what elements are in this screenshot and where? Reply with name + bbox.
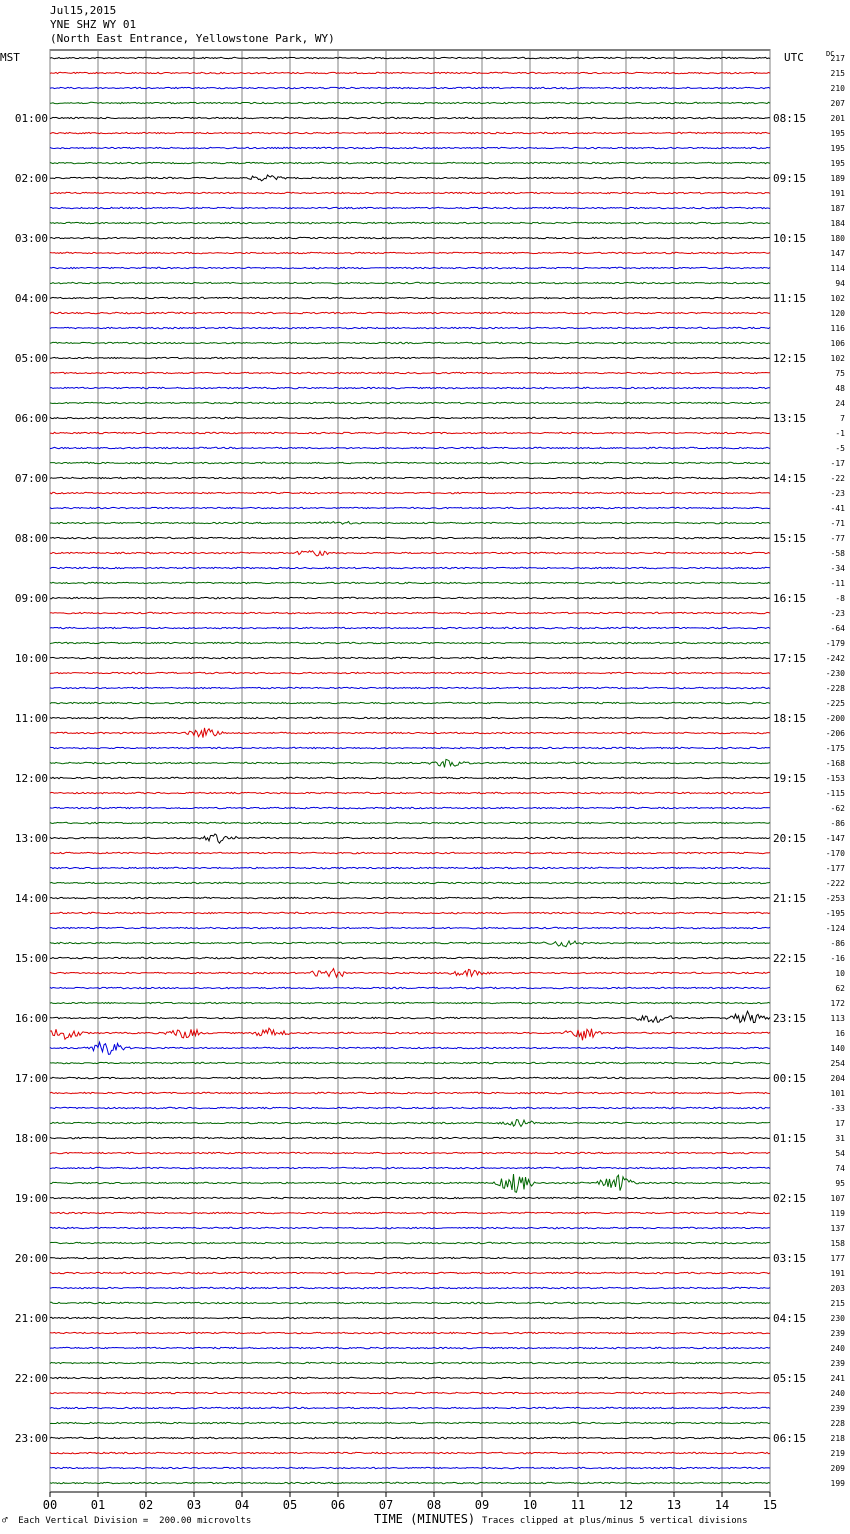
trace-line [50, 1212, 770, 1213]
dc-offset-label: 209 [830, 1464, 845, 1473]
utc-hour-label: 22:15 [773, 952, 807, 965]
mst-hour-label: 05:00 [14, 352, 48, 365]
utc-hour-label: 04:15 [773, 1312, 807, 1325]
trace-line [50, 597, 770, 598]
trace-line [50, 852, 770, 853]
dc-offset-label: 140 [830, 1044, 845, 1053]
utc-hour-label: 08:15 [773, 112, 807, 125]
trace-line [50, 897, 770, 898]
utc-hour-label: 15:15 [773, 532, 807, 545]
trace-line [50, 237, 770, 238]
utc-hour-label: 00:15 [773, 1072, 807, 1085]
dc-offset-label: -8 [835, 594, 845, 603]
trace-line [50, 1011, 770, 1022]
corner-mark: ♂ [2, 1516, 8, 1526]
utc-hour-label: 17:15 [773, 652, 807, 665]
trace-line [50, 882, 770, 883]
utc-hour-label: 23:15 [773, 1012, 807, 1025]
trace-line [50, 987, 770, 988]
dc-offset-label: -71 [830, 519, 845, 528]
dc-offset-label: 120 [830, 309, 845, 318]
x-tick-label: 13 [666, 1498, 682, 1512]
left-axis-label: MST [0, 51, 20, 64]
trace-line [50, 477, 770, 478]
dc-offset-label: -33 [830, 1104, 845, 1113]
axis-labels [0, 50, 845, 1512]
trace-line [50, 372, 770, 373]
x-tick-label: 03 [186, 1498, 202, 1512]
dc-offset-label: 94 [835, 279, 845, 288]
dc-offset-label: -225 [825, 699, 845, 708]
dc-offset-label: 191 [830, 189, 845, 198]
trace-line [50, 192, 770, 193]
mst-hour-label: 06:00 [14, 412, 48, 425]
x-tick-label: 05 [282, 1498, 298, 1512]
dc-offset-label: 116 [830, 324, 845, 333]
utc-hour-label: 02:15 [773, 1192, 807, 1205]
trace-line [50, 1422, 770, 1423]
dc-offset-label: 240 [830, 1389, 845, 1398]
trace-line [50, 672, 770, 673]
trace-line [50, 447, 770, 448]
dc-offset-label: -5 [835, 444, 845, 453]
mst-hour-label: 17:00 [14, 1072, 48, 1085]
dc-offset-label: 102 [830, 294, 845, 303]
dc-offset-label: 24 [835, 399, 845, 408]
trace-line [50, 327, 770, 328]
trace-line [50, 402, 770, 403]
dc-offset-label: -23 [830, 489, 845, 498]
mst-hour-label: 12:00 [14, 772, 48, 785]
trace-line [50, 567, 770, 568]
dc-offset-label: 113 [830, 1014, 845, 1023]
dc-offset-label: 7 [840, 414, 845, 423]
trace-line [50, 1347, 770, 1348]
utc-hour-label: 03:15 [773, 1252, 807, 1265]
trace-line [50, 162, 770, 163]
dc-offset-label: 16 [835, 1029, 845, 1038]
dc-offset-label: -22 [830, 474, 845, 483]
trace-line [50, 1042, 770, 1054]
dc-offset-label: 54 [835, 1149, 845, 1158]
mst-hour-label: 18:00 [14, 1132, 48, 1145]
trace-line [50, 297, 770, 298]
trace-line [50, 969, 770, 978]
x-tick-label: 10 [522, 1498, 538, 1512]
trace-line [50, 522, 770, 525]
trace-line [50, 57, 770, 58]
x-tick-label: 09 [474, 1498, 490, 1512]
utc-hour-label: 01:15 [773, 1132, 807, 1145]
dc-offset-label: 191 [830, 1269, 845, 1278]
dc-offset-label: -124 [825, 924, 845, 933]
trace-line [50, 1002, 770, 1003]
dc-offset-label: -62 [830, 804, 845, 813]
dc-offset-label: 241 [830, 1374, 845, 1383]
trace-line [50, 1242, 770, 1243]
dc-offset-label: 219 [830, 1449, 845, 1458]
trace-line [50, 627, 770, 628]
trace-line [50, 1137, 770, 1138]
trace-line [50, 132, 770, 133]
trace-line [50, 537, 770, 538]
trace-line [50, 147, 770, 148]
x-tick-label: 07 [378, 1498, 394, 1512]
trace-line [50, 357, 770, 358]
trace-line [50, 1482, 770, 1483]
trace-line [50, 1152, 770, 1153]
dc-offset-label: -115 [825, 789, 845, 798]
trace-line [50, 1257, 770, 1258]
mst-hour-label: 09:00 [14, 592, 48, 605]
trace-line [50, 1392, 770, 1393]
mst-hour-label: 22:00 [14, 1372, 48, 1385]
trace-line [50, 1197, 770, 1198]
mst-hour-label: 04:00 [14, 292, 48, 305]
dc-offset-label: 172 [830, 999, 845, 1008]
x-axis-title: TIME (MINUTES) [374, 1512, 476, 1526]
seismic-traces [50, 57, 770, 1483]
utc-hour-label: 20:15 [773, 832, 807, 845]
utc-hour-label: 18:15 [773, 712, 807, 725]
trace-line [50, 1227, 770, 1228]
trace-line [50, 1362, 770, 1363]
dc-offset-label: 204 [830, 1074, 845, 1083]
x-tick-label: 14 [714, 1498, 730, 1512]
dc-offset-label: 254 [830, 1059, 845, 1068]
utc-hour-label: 14:15 [773, 472, 807, 485]
dc-offset-label: -77 [830, 534, 845, 543]
x-tick-label: 11 [570, 1498, 586, 1512]
utc-hour-label: 11:15 [773, 292, 807, 305]
dc-offset-label: 215 [830, 1299, 845, 1308]
dc-offset-label: -17 [830, 459, 845, 468]
dc-offset-label: 158 [830, 1239, 845, 1248]
dc-offset-label: 207 [830, 99, 845, 108]
x-tick-label: 00 [42, 1498, 58, 1512]
trace-line [50, 759, 770, 767]
utc-hour-label: 10:15 [773, 232, 807, 245]
trace-line [50, 1092, 770, 1093]
mst-hour-label: 14:00 [14, 892, 48, 905]
trace-line [50, 72, 770, 73]
trace-line [50, 342, 770, 343]
dc-offset-label: 189 [830, 174, 845, 183]
mst-hour-label: 20:00 [14, 1252, 48, 1265]
dc-offset-label: 114 [830, 264, 845, 273]
trace-line [50, 747, 770, 748]
plot-footer [0, 1512, 850, 1534]
dc-offset-label: 106 [830, 339, 845, 348]
dc-offset-label: 137 [830, 1224, 845, 1233]
dc-offset-label: -86 [830, 939, 845, 948]
mst-hour-label: 01:00 [14, 112, 48, 125]
dc-offset-label: 177 [830, 1254, 845, 1263]
mst-hour-label: 21:00 [14, 1312, 48, 1325]
dc-offset-label: 102 [830, 354, 845, 363]
dc-offset-label: 107 [830, 1194, 845, 1203]
dc-offset-label: 218 [830, 1434, 845, 1443]
trace-line [50, 927, 770, 928]
dc-offset-label: 210 [830, 84, 845, 93]
trace-line [50, 1028, 770, 1040]
mst-hour-label: 15:00 [14, 952, 48, 965]
trace-line [50, 1317, 770, 1318]
dc-offset-label: 201 [830, 114, 845, 123]
trace-line [50, 612, 770, 613]
dc-offset-label: -23 [830, 609, 845, 618]
utc-hour-label: 19:15 [773, 772, 807, 785]
x-tick-label: 08 [426, 1498, 442, 1512]
station-code: YNE SHZ WY 01 [50, 18, 137, 31]
trace-line [50, 717, 770, 718]
trace-line [50, 582, 770, 583]
trace-line [50, 312, 770, 313]
dc-offset-label: 184 [830, 219, 845, 228]
dc-offset-label: 75 [835, 369, 845, 378]
trace-line [50, 102, 770, 103]
mst-hour-label: 19:00 [14, 1192, 48, 1205]
trace-line [50, 1302, 770, 1303]
trace-line [50, 462, 770, 463]
dc-offset-label: 195 [830, 144, 845, 153]
dc-offset-label: 48 [835, 384, 845, 393]
right-axis-label: UTC [784, 51, 804, 64]
trace-line [50, 267, 770, 268]
dc-offset-label: -168 [825, 759, 845, 768]
dc-offset-label: 101 [830, 1089, 845, 1098]
mst-hour-label: 16:00 [14, 1012, 48, 1025]
dc-offset-label: 203 [830, 1284, 845, 1293]
dc-offset-label: 215 [830, 69, 845, 78]
trace-line [50, 1174, 770, 1192]
dc-offset-label: -179 [825, 639, 845, 648]
trace-line [50, 912, 770, 913]
dc-offset-label: -11 [830, 579, 845, 588]
utc-hour-label: 06:15 [773, 1432, 807, 1445]
trace-line [50, 417, 770, 418]
trace-line [50, 807, 770, 808]
utc-hour-label: 13:15 [773, 412, 807, 425]
trace-line [50, 822, 770, 823]
trace-line [50, 1332, 770, 1333]
scale-footnote: Each Vertical Division = 200.00 microvolts [18, 1516, 252, 1526]
mst-hour-label: 07:00 [14, 472, 48, 485]
dc-offset-label: 199 [830, 1479, 845, 1488]
trace-line [50, 492, 770, 493]
trace-line [50, 1452, 770, 1453]
dc-offset-label: 239 [830, 1359, 845, 1368]
trace-line [50, 642, 770, 643]
trace-line [50, 1272, 770, 1273]
utc-hour-label: 12:15 [773, 352, 807, 365]
dc-offset-label: -200 [825, 714, 845, 723]
dc-offset-label: -253 [825, 894, 845, 903]
dc-offset-label: 187 [830, 204, 845, 213]
x-tick-label: 02 [138, 1498, 154, 1512]
dc-offset-label: -153 [825, 774, 845, 783]
trace-line [50, 687, 770, 688]
trace-line [50, 252, 770, 253]
dc-offset-label: -222 [825, 879, 845, 888]
dc-offset-label: -230 [825, 669, 845, 678]
utc-hour-label: 09:15 [773, 172, 807, 185]
dc-offset-label: 74 [835, 1164, 845, 1173]
dc-offset-label: -147 [825, 834, 845, 843]
dc-offset-label: 239 [830, 1404, 845, 1413]
utc-hour-label: 21:15 [773, 892, 807, 905]
trace-line [50, 507, 770, 508]
trace-line [50, 777, 770, 778]
mst-hour-label: 23:00 [14, 1432, 48, 1445]
dc-offset-label: 147 [830, 249, 845, 258]
trace-line [50, 117, 770, 118]
dc-offset-label: -177 [825, 864, 845, 873]
x-tick-label: 06 [330, 1498, 346, 1512]
utc-hour-label: 16:15 [773, 592, 807, 605]
vertical-division-note [2, 1516, 251, 1526]
dc-offset-label: 230 [830, 1314, 845, 1323]
mst-hour-label: 08:00 [14, 532, 48, 545]
mst-hour-label: 02:00 [14, 172, 48, 185]
trace-line [50, 1107, 770, 1108]
dc-offset-label: -1 [835, 429, 845, 438]
trace-line [50, 1467, 770, 1468]
mst-hour-label: 03:00 [14, 232, 48, 245]
dc-offset-label: -41 [830, 504, 845, 513]
plot-date: Jul15,2015 [50, 4, 117, 17]
dc-offset-label: -58 [830, 549, 845, 558]
trace-line [50, 1062, 770, 1063]
dc-offset-label: 239 [830, 1329, 845, 1338]
dc-offset-label: -175 [825, 744, 845, 753]
trace-line [50, 282, 770, 283]
trace-line [50, 87, 770, 88]
dc-offset-label: 228 [830, 1419, 845, 1428]
dc-offset-label: 195 [830, 159, 845, 168]
trace-line [50, 1377, 770, 1378]
dc-offset-label: 180 [830, 234, 845, 243]
trace-line [50, 222, 770, 223]
trace-line [50, 702, 770, 703]
dc-offset-label: 95 [835, 1179, 845, 1188]
trace-line [50, 1407, 770, 1408]
dc-offset-label: -242 [825, 654, 845, 663]
x-tick-label: 04 [234, 1498, 250, 1512]
trace-line [50, 1437, 770, 1438]
station-location: (North East Entrance, Yellowstone Park, WY) [50, 32, 335, 45]
clip-footnote: Traces clipped at plus/minus 5 vertical divisions [482, 1516, 748, 1526]
x-tick-label: 15 [762, 1498, 778, 1512]
dc-offset-label: 240 [830, 1344, 845, 1353]
dc-offset-label: -16 [830, 954, 845, 963]
dc-offset-label: 17 [835, 1119, 845, 1128]
mst-hour-label: 10:00 [14, 652, 48, 665]
mst-hour-label: 11:00 [14, 712, 48, 725]
trace-line [50, 657, 770, 658]
dc-offset-label: 62 [835, 984, 845, 993]
trace-line [50, 834, 770, 843]
trace-line [50, 1077, 770, 1078]
dc-header-label: DC [826, 50, 835, 58]
utc-hour-label: 05:15 [773, 1372, 807, 1385]
trace-line [50, 1120, 770, 1127]
trace-line [50, 207, 770, 208]
trace-line [50, 432, 770, 433]
dc-offset-label: 217 [830, 54, 845, 63]
dc-offset-label: -34 [830, 564, 845, 573]
trace-line [50, 792, 770, 793]
trace-line [50, 957, 770, 958]
dc-offset-label: -64 [830, 624, 845, 633]
x-tick-label: 12 [618, 1498, 634, 1512]
dc-offset-label: -86 [830, 819, 845, 828]
dc-offset-label: 31 [835, 1134, 845, 1143]
trace-line [50, 941, 770, 947]
dc-offset-label: -206 [825, 729, 845, 738]
mst-hour-label: 13:00 [14, 832, 48, 845]
trace-line [50, 175, 770, 181]
dc-offset-label: 10 [835, 969, 845, 978]
trace-line [50, 551, 770, 556]
dc-offset-label: 119 [830, 1209, 845, 1218]
dc-offset-label: -170 [825, 849, 845, 858]
trace-line [50, 867, 770, 868]
trace-line [50, 728, 770, 738]
trace-line [50, 1287, 770, 1288]
plot-frame [50, 50, 770, 1492]
trace-line [50, 1167, 770, 1168]
dc-offset-label: -228 [825, 684, 845, 693]
dc-offset-label: -195 [825, 909, 845, 918]
x-tick-label: 01 [90, 1498, 106, 1512]
trace-line [50, 387, 770, 388]
dc-offset-label: 195 [830, 129, 845, 138]
